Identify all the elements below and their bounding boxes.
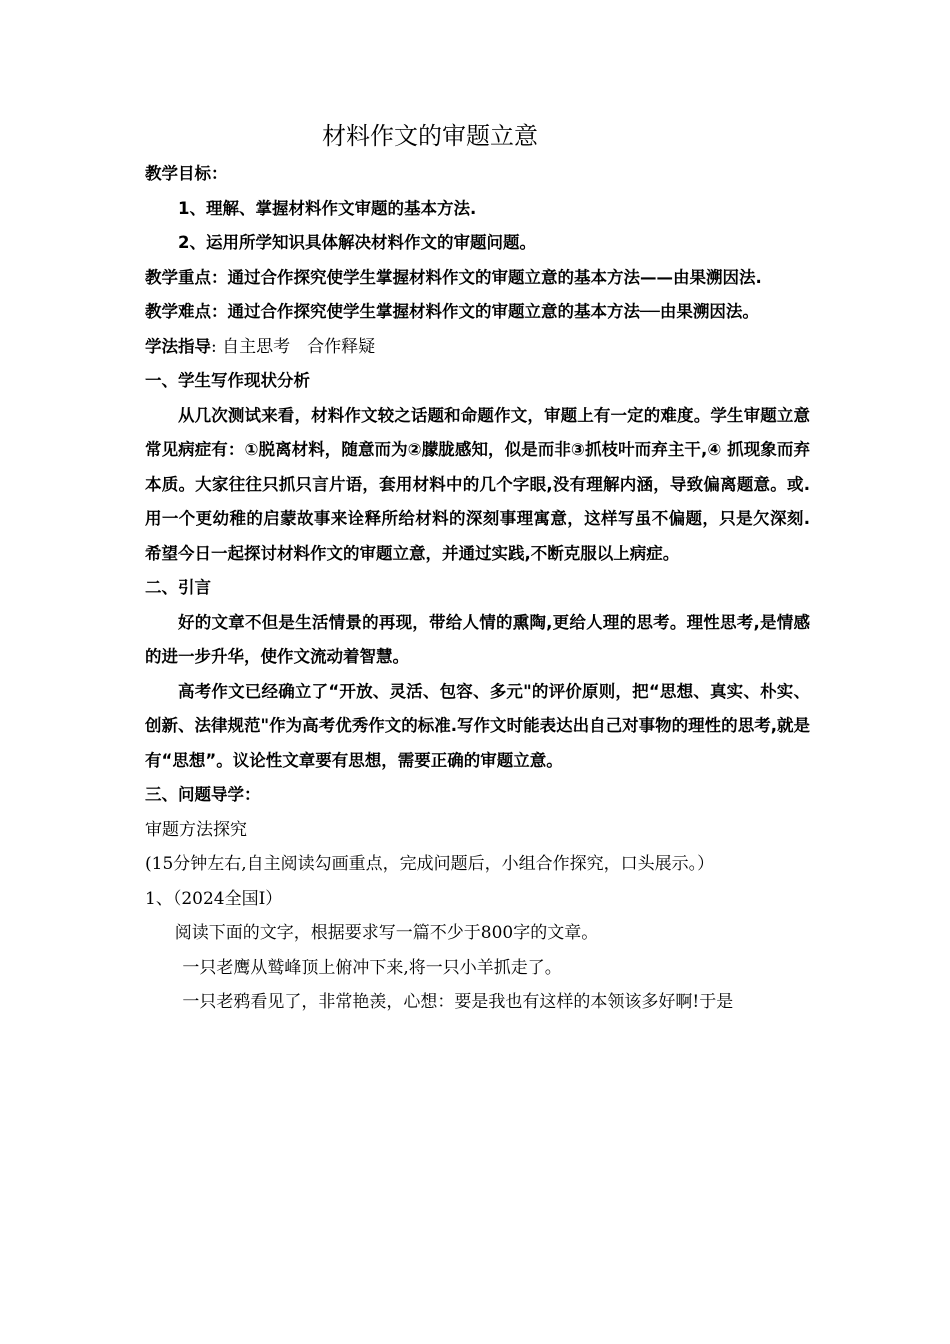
- goal-1: 1、理解、掌握材料作文审题的基本方法.: [178, 198, 477, 218]
- instruction: (15分钟左右,自主阅读勾画重点，完成问题后，小组合作探究，口头展示。）: [145, 854, 715, 874]
- section-2-heading: 二、引言: [145, 578, 211, 597]
- section-3-heading: 三、问题导学：: [145, 785, 261, 804]
- method-label: 学法指导: [145, 336, 211, 356]
- story-line-2: 一只老鸦看见了，非常艳羡，心想：要是我也有这样的本领该多好啊!于是: [182, 992, 734, 1012]
- goals-heading: 教学目标：: [145, 164, 228, 183]
- goal-2: 2、运用所学知识具体解决材料作文的审题问题。: [178, 233, 536, 252]
- key-point: 教学重点：通过合作探究使学生掌握材料作文的审题立意的基本方法——由果溯因法.: [145, 267, 762, 287]
- section-2-para-2: 高考作文已经确立了“开放、灵活、包容、多元"的评价原则，把“思想、真实、朴实、创新、法律规范"作为高考优秀作文的标准.写作文时能表达出自己对事物的理性的思考,就是有“思想”。议论性文章要有思想，需要正确的审题立意。: [145, 681, 810, 770]
- difficulty: 教学难点：通过合作探究使学生掌握材料作文的审题立意的基本方法──由果溯因法。: [145, 302, 759, 321]
- item-1-prompt: 阅读下面的文字，根据要求写一篇不少于800字的文章。: [174, 923, 599, 943]
- method-guidance: [145, 330, 810, 365]
- section-2-para-1: 好的文章不但是生活情景的再现，带给人情的熏陶,更给人理的思考。理性思考,是情感的进一步升华，使作文流动着智慧。: [145, 612, 810, 666]
- section-1-heading: 一、学生写作现状分析: [145, 371, 310, 390]
- section-1-text: 从几次测试来看，材料作文较之话题和命题作文，审题上有一定的难度。学生审题立意常见病症有：①脱离材料，随意而为②朦胧感知，似是而非③抓枝叶而弃主干,④ 抓现象而弃本质。大家往往只抓只言片语，套用材料中的几个字眼,没有理解内涵，导致偏离题意。或.用一个更幼稚的启蒙故事来诠释所给材料的深刻事理寓意，这样写虽不偏题，只是欠深刻.希望今日一起探讨材料作文的审题立意，并通过实践,不断克服以上病症。: [145, 405, 810, 563]
- method-text: : 自主思考 合作释疑: [211, 336, 376, 357]
- item-1: 1、（2024全国Ⅰ）: [145, 888, 283, 909]
- story-line-1: 一只老鹰从鹫峰顶上俯冲下来,将一只小羊抓走了。: [182, 957, 562, 978]
- document-body: [145, 157, 810, 1020]
- sub-heading: 审题方法探究: [145, 819, 247, 840]
- page-title: 材料作文的审题立意: [322, 122, 538, 150]
